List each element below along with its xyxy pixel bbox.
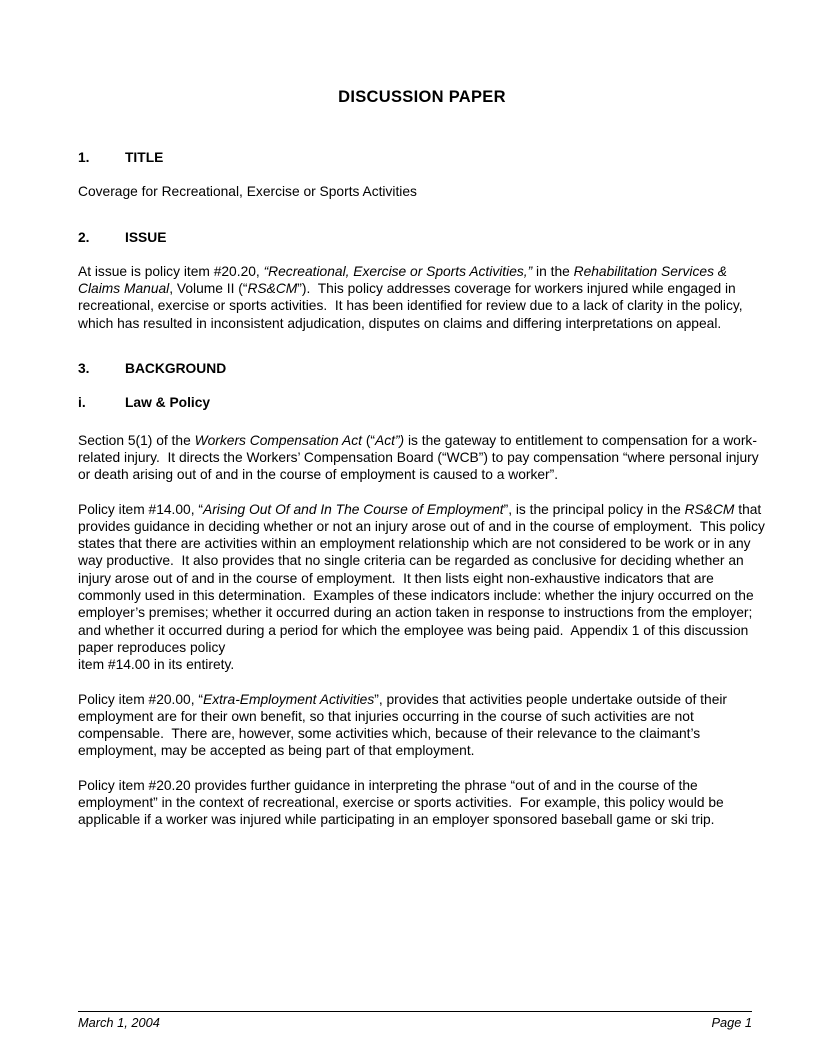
- paragraph-issue: At issue is policy item #20.20, “Recreational, Exercise or Sports Activities,” in the Rehabilitation Services & Claims Manual, Volume II (“RS&CM”). This policy addresses coverage for workers injured while engaged in recreational, exercise or sports activities. It has been identified for review due to a lack of clarity in the policy, which has resulted in inconsistent adjudication, disputes on claims and differing interpretations on appeal.: [78, 263, 747, 331]
- paragraph-policy-20-00: Policy item #20.00, “Extra-Employment Activities”, provides that activities people undertake outside of their employment are for their own benefit, so that injuries occurring in the course of such activities are not compensable. There are, however, some activities which, because of their relevance to the claimant’s employment, may be accepted as being part of that employment.: [78, 691, 731, 759]
- section-number: 3.: [78, 361, 90, 377]
- paragraph-section-5-1: Section 5(1) of the Workers Compensation Act (“Act”) is the gateway to entitlement to compensation for a work-related injury. It directs the Workers’ Compensation Board (“WCB”) to pay compensation “where personal injury or death arising out of and in the course of employment is caused to a worker”.: [78, 432, 763, 483]
- paragraph-policy-14-00: Policy item #14.00, “Arising Out Of and In The Course of Employment”, is the principal policy in the RS&CM that provides guidance in deciding whether or not an injury arose out of and in the course of employment. This policy states that there are activities within an employment relationship which are not considered to be work or in any way productive. It also provides that no single criteria can be regarded as conclusive for deciding whether an injury arose out of and in the course of employment. It then lists eight non-exhaustive indicators that are commonly used in this determination. Examples of these indicators include: whether the injury occurred on the employer’s premises; whether it occurred during an action taken in response to instructions from the employer; and whether it occurred during a period for which the employee was being paid. Appendix 1 of this discussion paper reproduces policy item #14.00 in its entirety.: [78, 501, 769, 673]
- paragraph-policy-20-20: Policy item #20.20 provides further guidance in interpreting the phrase “out of and in the course of the employment” in the context of recreational, exercise or sports activities. For example, this policy would be applicable if a worker was injured while participating in an employer sponsored baseball game or ski trip.: [78, 777, 728, 828]
- document-title: DISCUSSION PAPER: [338, 88, 506, 106]
- section-label: ISSUE: [125, 229, 167, 245]
- section-number: 1.: [78, 150, 90, 165]
- section-heading-title: [78, 149, 766, 166]
- section-heading-issue: [78, 229, 766, 246]
- document-content: [78, 88, 769, 846]
- subsection-number: i.: [78, 395, 86, 411]
- footer-date: March 1, 2004: [78, 1015, 160, 1030]
- subsection-label: Law & Policy: [125, 395, 211, 411]
- footer-page-number: Page 1: [711, 1015, 752, 1030]
- page-footer: [78, 1011, 752, 1030]
- section-label: TITLE: [125, 150, 164, 165]
- section-label: BACKGROUND: [125, 361, 227, 377]
- paragraph-title-content: Coverage for Recreational, Exercise or Sports Activities: [78, 184, 417, 200]
- section-number: 2.: [78, 229, 90, 245]
- section-heading-background: [78, 360, 766, 377]
- subsection-heading-law-policy: [78, 394, 766, 411]
